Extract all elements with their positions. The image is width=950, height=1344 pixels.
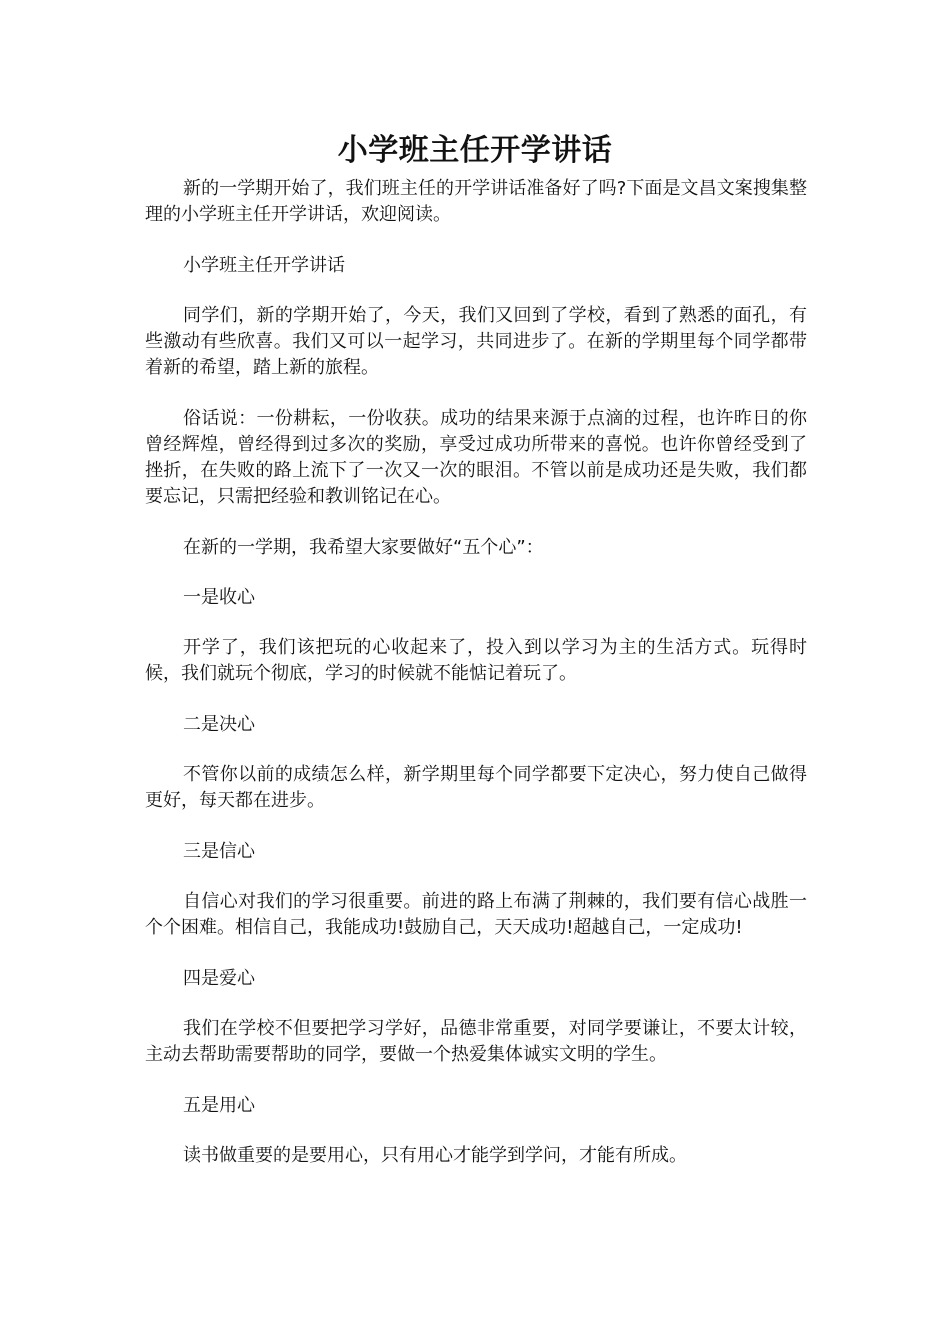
point-heading-5: 五是用心: [183, 1095, 255, 1116]
point-paragraph-5: 读书做重要的是要用心，只有用心才能学到学问，才能有所成。: [183, 1145, 687, 1166]
point-paragraph-1: 开学了，我们该把玩的心收起来了，投入到以学习为主的生活方式。玩得时候，我们就玩个彻底，学习的时候就不能惦记着玩了。: [145, 637, 807, 684]
point-heading-1: 一是收心: [183, 587, 255, 608]
body-paragraph: 俗话说：一份耕耘，一份收获。成功的结果来源于点滴的过程，也许昨日的你曾经辉煌，曾经得到过多次的奖励，享受过成功所带来的喜悦。也许你曾经受到了挫折，在失败的路上流下了一次又一次的眼泪。不管以前是成功还是失败，我们都要忘记，只需把经验和教训铭记在心。: [145, 408, 807, 507]
point-heading-4: 四是爱心: [183, 968, 255, 989]
body-paragraph: 在新的一学期，我希望大家要做好“五个心”：: [183, 537, 544, 558]
point-heading-3: 三是信心: [183, 841, 255, 862]
section-heading: 小学班主任开学讲话: [183, 255, 345, 276]
point-paragraph-2: 不管你以前的成绩怎么样，新学期里每个同学都要下定决心，努力使自己做得更好，每天都在进步。: [145, 764, 807, 811]
intro-paragraph: 新的一学期开始了，我们班主任的开学讲话准备好了吗?下面是文昌文案搜集整理的小学班主任开学讲话，欢迎阅读。: [145, 178, 807, 225]
body-paragraph: 同学们，新的学期开始了，今天，我们又回到了学校，看到了熟悉的面孔，有些激动有些欣喜。我们又可以一起学习，共同进步了。在新的学期里每个同学都带着新的希望，踏上新的旅程。: [145, 305, 807, 378]
document-title: 小学班主任开学讲话: [337, 133, 613, 168]
point-heading-2: 二是决心: [183, 714, 255, 735]
point-paragraph-3: 自信心对我们的学习很重要。前进的路上布满了荆棘的，我们要有信心战胜一个个困难。相信自己，我能成功!鼓励自己，天天成功!超越自己，一定成功!: [145, 891, 807, 938]
point-paragraph-4: 我们在学校不但要把学习学好，品德非常重要，对同学要谦让，不要太计较，主动去帮助需要帮助的同学，要做一个热爱集体诚实文明的学生。: [145, 1018, 807, 1065]
document-body: [145, 176, 807, 1194]
